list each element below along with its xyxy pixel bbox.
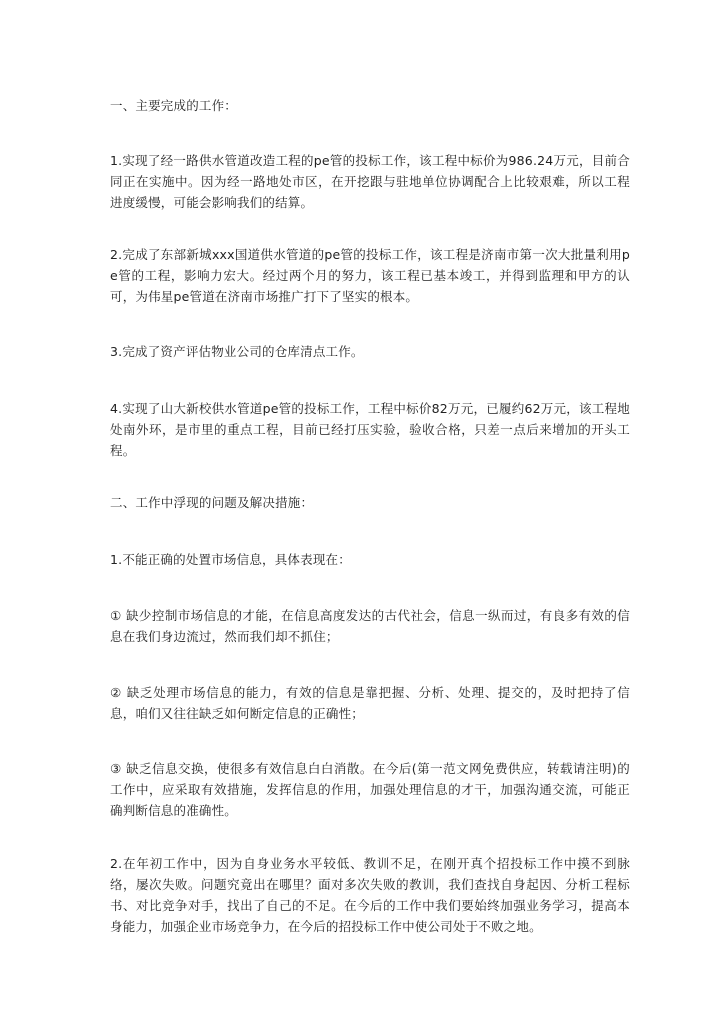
work-item-2: 2.完成了东部新城xxx国道供水管道的pe管的投标工作，该工程是济南市第一次大批量利用pe管的工程，影响力宏大。经过两个月的努力，该工程已基本竣工，并得到监理和甲方的认可，为伟星pe管道在济南市场推广打下了坚实的根本。	[110, 247, 630, 304]
work-item-1: 1.实现了经一路供水管道改造工程的pe管的投标工作，该工程中标价为986.24万元，目前合同正在实施中。因为经一路地处市区，在开挖跟与驻地单位协调配合上比较艰难，所以工程进度缓慢，可能会影响我们的结算。	[110, 153, 630, 210]
work-item-3: 3.完成了资产评估物业公司的仓库清点工作。	[110, 344, 364, 359]
problem-1-point-3: ③ 缺乏信息交换，使很多有效信息白白消散。在今后(第一范文网免费供应，转载请注明)的工作中，应采取有效措施，发挥信息的作用，加强处理信息的才干，加强沟通交流，可能正确判断信息的准确性。	[110, 761, 630, 818]
section1-heading: 一、主要完成的工作：	[110, 98, 238, 113]
problem-1-point-2: ② 缺乏处理市场信息的能力，有效的信息是靠把握、分析、处理、提交的，及时把持了信息，咱们又往往缺乏如何断定信息的正确性；	[110, 685, 630, 721]
section2-heading: 二、工作中浮现的问题及解决措施：	[110, 495, 314, 510]
problem-1-intro: 1.不能正确的处置市场信息，具体表现在：	[110, 552, 351, 567]
problem-1-point-1: ① 缺少控制市场信息的才能，在信息高度发达的古代社会，信息一纵而过，有良多有效的信息在我们身边流过，然而我们却不抓住；	[110, 608, 630, 644]
work-item-4: 4.实现了山大新校供水管道pe管的投标工作，工程中标价82万元，已履约62万元，该工程地处南外环，是市里的重点工程，目前已经打压实验，验收合格，只差一点后来增加的开头工程。	[110, 401, 630, 458]
problem-2: 2.在年初工作中，因为自身业务水平较低、教训不足，在刚开真个招投标工作中摸不到脉络，屡次失败。问题究竟出在哪里？面对多次失败的教训，我们查找自身起因、分析工程标书、对比竞争对手，找出了自己的不足。在今后的工作中我们要始终加强业务学习，提高本身能力，加强企业市场竞争力，在今后的招投标工作中使公司处于不败之地。	[110, 856, 630, 934]
